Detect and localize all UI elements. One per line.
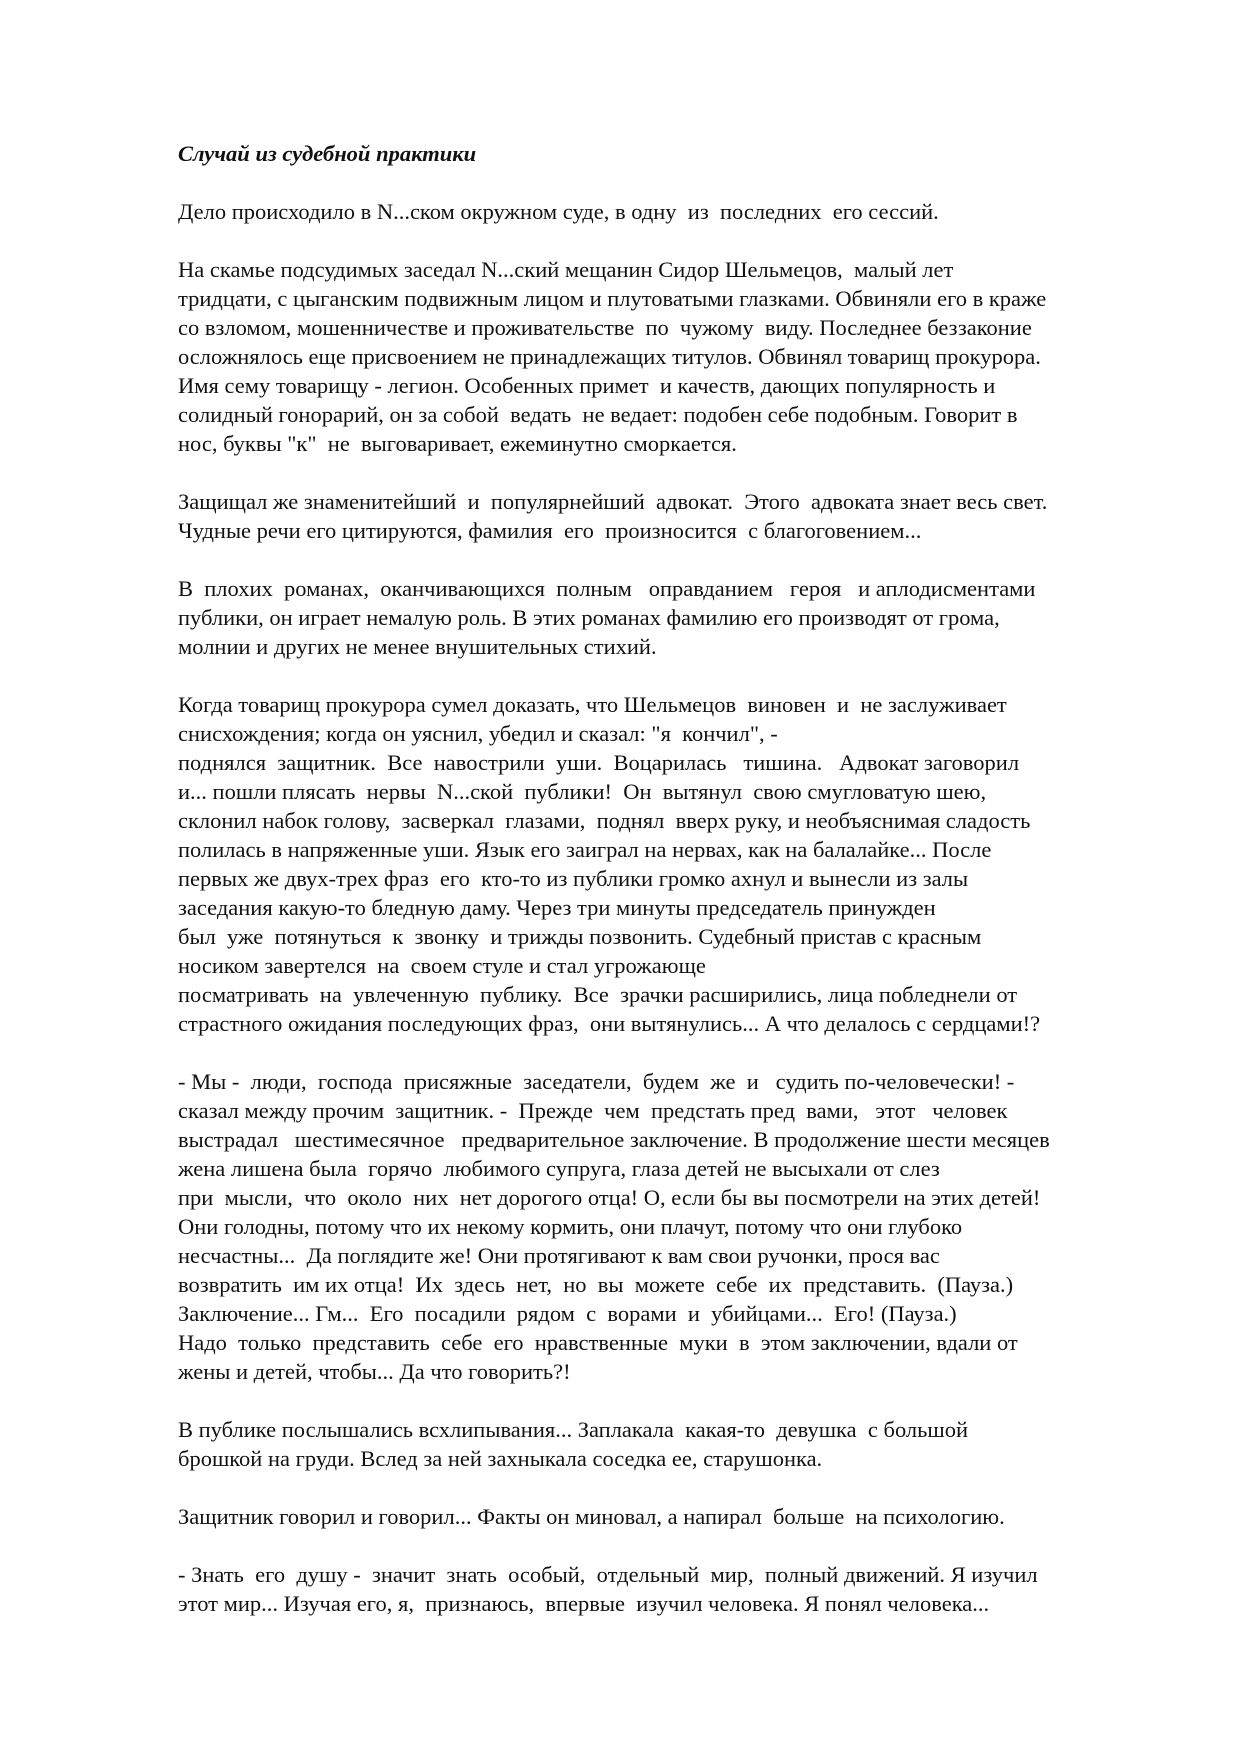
paragraph (178, 1415, 1148, 1473)
text-line: В плохих романах, оканчивающихся полным оправданием героя и аплодисментами (178, 576, 1036, 601)
text-line: жены и детей, чтобы... Да что говорить?! (178, 1359, 571, 1384)
text-line: при мысли, что около них нет дорогого отца! О, если бы вы посмотрели на этих детей! (178, 1185, 1041, 1210)
text-line: склонил набок голову, засверкал глазами, поднял вверх руку, и необъяснимая сладость (178, 808, 1031, 833)
text-line: молнии и других не менее внушительных стихий. (178, 634, 657, 659)
text-line: В публике послышались всхлипывания... Заплакала какая-то девушка с большой (178, 1417, 969, 1442)
text-line: и... пошли плясать нервы N...ской публики! Он вытянул свою смугловатую шею, (178, 779, 987, 804)
paragraph (178, 1067, 1148, 1386)
text-line: - Мы - люди, господа присяжные заседатели, будем же и судить по-человечески! - (178, 1069, 1015, 1094)
text-line: Имя сему товарищу - легион. Особенных примет и качеств, дающих популярность и (178, 373, 996, 398)
text-line: солидный гонорарий, он за собой ведать не ведает: подобен себе подобным. Говорит в (178, 402, 1018, 427)
text-line: первых же двух-трех фраз его кто-то из публики громко ахнул и вынесли из залы (178, 866, 969, 891)
text-line: полилась в напряженные уши. Язык его заиграл на нервах, как на балалайке... После (178, 837, 992, 862)
text-line: со взломом, мошенничестве и проживательстве по чужому виду. Последнее беззаконие (178, 315, 1032, 340)
document-body (178, 139, 1148, 1647)
paragraph (178, 197, 1148, 226)
text-line: заседания какую-то бледную даму. Через три минуты председатель принужден (178, 895, 936, 920)
paragraph (178, 487, 1148, 545)
paragraph (178, 1502, 1148, 1531)
text-line: Чудные речи его цитируются, фамилия его произносится с благоговением... (178, 518, 922, 543)
text-line: сказал между прочим защитник. - Прежде чем предстать пред вами, этот человек (178, 1098, 1008, 1123)
text-line: Защитник говорил и говорил... Факты он миновал, а напирал больше на психологию. (178, 1504, 1005, 1529)
text-line: возвратить им их отца! Их здесь нет, но вы можете себе их представить. (Пауза.) (178, 1272, 1014, 1297)
text-line: Они голодны, потому что их некому кормить, они плачут, потому что они глубоко (178, 1214, 963, 1239)
paragraph (178, 690, 1148, 1038)
text-line: Надо только представить себе его нравственные муки в этом заключении, вдали от (178, 1330, 1018, 1355)
text-line: Когда товарищ прокурора сумел доказать, что Шельмецов виновен и не заслуживает (178, 692, 1007, 717)
text-line: страстного ожидания последующих фраз, они вытянулись... А что делалось с сердцами!? (178, 1011, 1041, 1036)
paragraph (178, 1560, 1148, 1618)
text-line: был уже потянуться к звонку и трижды позвонить. Судебный пристав с красным (178, 924, 982, 949)
document-title: Случай из судебной практики (178, 141, 477, 166)
text-line: - Знать его душу - значит знать особый, отдельный мир, полный движений. Я изучил (178, 1562, 1038, 1587)
text-line: нос, буквы "к" не выговаривает, ежеминутно сморкается. (178, 431, 737, 456)
text-line: Заключение... Гм... Его посадили рядом с ворами и убийцами... Его! (Пауза.) (178, 1301, 957, 1326)
text-line: Дело происходило в N...ском окружном суде, в одну из последних его сессий. (178, 199, 939, 224)
text-line: этот мир... Изучая его, я, признаюсь, впервые изучил человека. Я понял человека... (178, 1591, 990, 1616)
text-line: жена лишена была горячо любимого супруга, глаза детей не высыхали от слез (178, 1156, 940, 1181)
text-line: посматривать на увлеченную публику. Все зрачки расширились, лица побледнели от (178, 982, 1018, 1007)
text-line: выстрадал шестимесячное предварительное заключение. В продолжение шести месяцев (178, 1127, 1050, 1152)
text-line: несчастны... Да поглядите же! Они протягивают к вам свои ручонки, прося вас (178, 1243, 940, 1268)
text-line: тридцати, с цыганским подвижным лицом и плутоватыми глазками. Обвиняли его в краже (178, 286, 1047, 311)
paragraph (178, 574, 1148, 661)
text-line: снисхождения; когда он уяснил, убедил и сказал: "я кончил", - (178, 721, 778, 746)
text-line: публики, он играет немалую роль. В этих романах фамилию его производят от грома, (178, 605, 1000, 630)
text-line: На скамье подсудимых заседал N...ский мещанин Сидор Шельмецов, малый лет (178, 257, 954, 282)
text-line: носиком завертелся на своем стуле и стал угрожающе (178, 953, 706, 978)
text-line: поднялся защитник. Все навострили уши. Воцарилась тишина. Адвокат заговорил (178, 750, 1020, 775)
text-line: брошкой на груди. Вслед за ней захныкала соседка ее, старушонка. (178, 1446, 823, 1471)
text-line: Защищал же знаменитейший и популярнейший адвокат. Этого адвоката знает весь свет. (178, 489, 1048, 514)
paragraph (178, 255, 1148, 458)
text-line: осложнялось еще присвоением не принадлежащих титулов. Обвинял товарищ прокурора. (178, 344, 1041, 369)
